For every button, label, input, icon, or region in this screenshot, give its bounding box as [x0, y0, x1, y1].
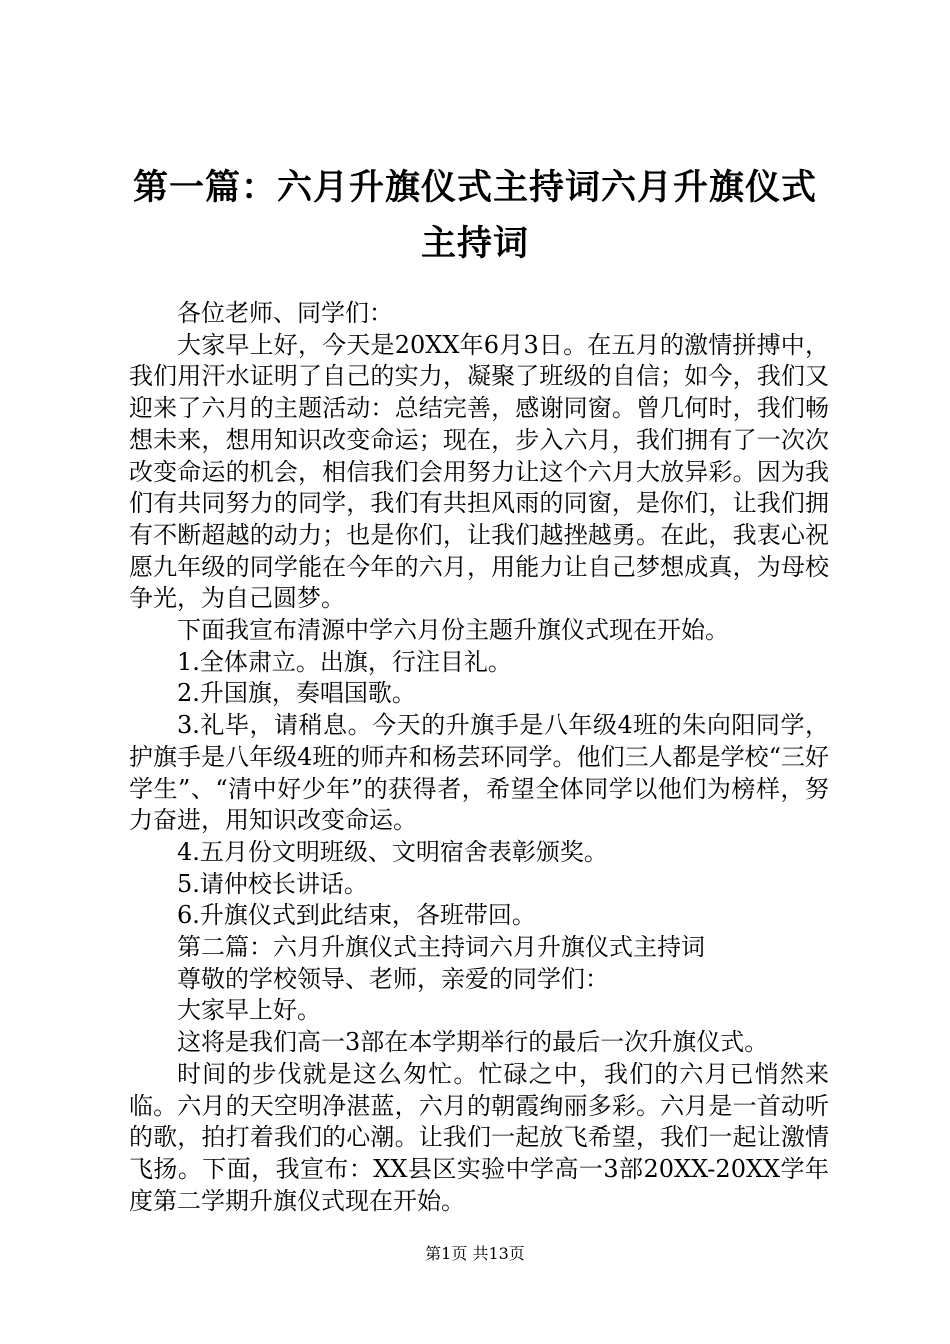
paragraph-second-greeting: 尊敬的学校领导、老师，亲爱的同学们： — [177, 964, 609, 993]
paragraph-step-2: 2.升国旗，奏唱国歌。 — [177, 679, 416, 708]
paragraph-announcement: 下面我宣布清源中学六月份主题升旗仪式现在开始。 — [177, 616, 729, 645]
paragraph-greeting: 各位老师、同学们： — [177, 299, 393, 327]
paragraph-step-1: 1.全体肃立。出旗，行注目礼。 — [177, 647, 512, 676]
paragraph-opening: 大家早上好，今天是20XX年6月3日。在五月的激情拼搏中，我们用汗水证明了自己的实力，凝聚了班级的自信；如今，我们又迎来了六月的主题活动：总结完善，感谢同窗。曾几何时，我们畅想未来，想用知识改变命运；现在，步入六月，我们拥有了一次次改变命运的机会，相信我们会用努力让这个六月大放异彩。因为我们有共同努力的同学，我们有共担风雨的同窗，是你们，让我们拥有不断超越的动力；也是你们，让我们越挫越勇。在此，我衷心祝愿九年级的同学能在今年的六月，用能力让自己梦想成真，为母校争光，为自己圆梦。 — [129, 330, 829, 613]
paragraph-step-3: 3.礼毕，请稍息。今天的升旗手是八年级4班的朱向阳同学，护旗手是八年级4班的师卉和杨芸环同学。他们三人都是学校“三好学生”、“清中好少年”的获得者，希望全体同学以他们为榜样，努力奋进，用知识改变命运。 — [129, 711, 829, 835]
document-body — [129, 298, 829, 1217]
document-title: 第一篇：六月升旗仪式主持词六月升旗仪式主持词 — [132, 167, 817, 264]
paragraph-june-speech: 时间的步伐就是这么匆忙。忙碌之中，我们的六月已悄然来临。六月的天空明净湛蓝，六月的朝霞绚丽多彩。六月是一首动听的歌，拍打着我们的心潮。让我们一起放飞希望，我们一起让激情飞扬。下面，我宣布：XX县区实验中学高一3部20XX-20XX学年度第二学期升旗仪式现在开始。 — [129, 1059, 829, 1215]
paragraph-second-heading: 第二篇：六月升旗仪式主持词六月升旗仪式主持词 — [177, 933, 705, 962]
paragraph-last-ceremony: 这将是我们高一3部在本学期举行的最后一次升旗仪式。 — [177, 1028, 769, 1057]
paragraph-step-4: 4.五月份文明班级、文明宿舍表彰颁奖。 — [177, 837, 608, 866]
page-footer: 第1页 共13页 — [425, 1244, 525, 1263]
paragraph-step-6: 6.升旗仪式到此结束，各班带回。 — [177, 901, 536, 930]
paragraph-good-morning: 大家早上好。 — [177, 996, 321, 1025]
paragraph-step-5: 5.请仲校长讲话。 — [177, 869, 368, 898]
